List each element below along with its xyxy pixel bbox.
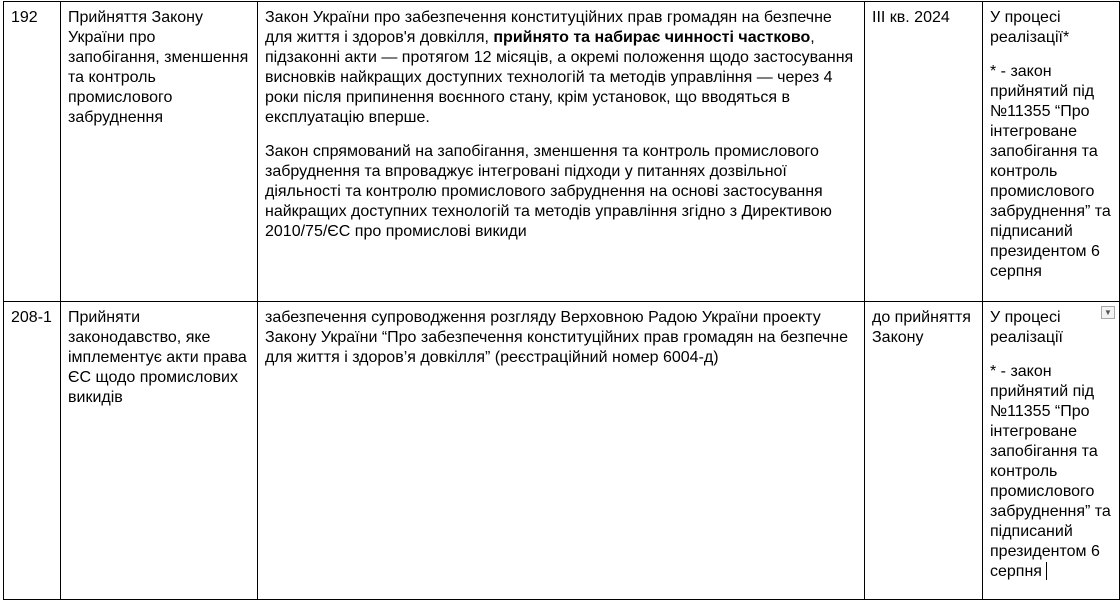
deadline-text: до прийняття Закону (872, 309, 971, 346)
text-cursor (1046, 562, 1047, 580)
status-text: У процесі реалізації* (990, 9, 1070, 46)
description-text: забезпечення супроводження розгляду Верховною Радою України проекту Закону України “Про забезпечення конституційних прав громадян на безпечне для життя і здоров’я довкілля” (реєстраційний номер 6004-д) (265, 309, 848, 366)
row-number: 192 (11, 9, 38, 26)
description-paragraph (265, 8, 857, 128)
status-note: * - закон прийнятий під №11355 “Про інтегроване запобігання та контроль промислового забруднення” та підписаний президентом 6 серпня (990, 63, 1111, 280)
status-text: У процесі реалізації (990, 309, 1063, 346)
filter-dropdown-icon[interactable]: ▼ (1101, 306, 1115, 319)
description-paragraph (265, 142, 857, 242)
cell-status[interactable] (983, 2, 1120, 302)
row-number: 208-1 (11, 309, 52, 326)
description-text: Закон України про забезпечення конституційних прав громадян на безпечне для життя і здоров'я довкілля, (265, 9, 832, 46)
deadline-text: ІІІ кв. 2024 (872, 9, 950, 26)
cell-task[interactable] (61, 302, 258, 600)
table-row (4, 2, 1120, 302)
task-text: Прийняття Закону України про запобігання, зменшення та контроль промислового забруднення (68, 9, 249, 126)
cell-number[interactable] (4, 302, 61, 600)
cell-task[interactable] (61, 2, 258, 302)
status-note-wrapper (990, 362, 1112, 582)
cell-deadline[interactable] (865, 2, 983, 302)
description-text: Закон спрямований на запобігання, зменшення та контроль промислового забруднення та впроваджує інтегровані підходи у питаннях дозвільної діяльності та контролю промислового забруднення на основі застосування найкращих доступних технологій та методів управління згідно з Директивою 2010/75/ЄС про промислові викиди (265, 143, 832, 240)
cell-description[interactable] (258, 2, 865, 302)
task-text: Прийняти законодавство, яке імплементує акти права ЄС щодо промислових викидів (68, 309, 247, 406)
cell-description[interactable] (258, 302, 865, 600)
description-bold-text: прийнято та набирає чинності частково (493, 29, 811, 46)
cell-status[interactable] (983, 302, 1120, 600)
description-text-continued: , підзаконні акти — протягом 12 місяців, а окремі положення щодо застосування висновків найкращих доступних технологій та методів управління — через 4 роки після припинення воєнного стану, крім установок, що вводяться в експлуатацію вперше. (265, 29, 854, 126)
cell-deadline[interactable] (865, 302, 983, 600)
status-note: * - закон прийнятий під №11355 “Про інтегроване запобігання та контроль промислового забруднення” та підписаний президентом 6 серпня (990, 363, 1111, 580)
table-row (4, 302, 1120, 600)
action-plan-table (3, 1, 1120, 600)
cell-number[interactable] (4, 2, 61, 302)
